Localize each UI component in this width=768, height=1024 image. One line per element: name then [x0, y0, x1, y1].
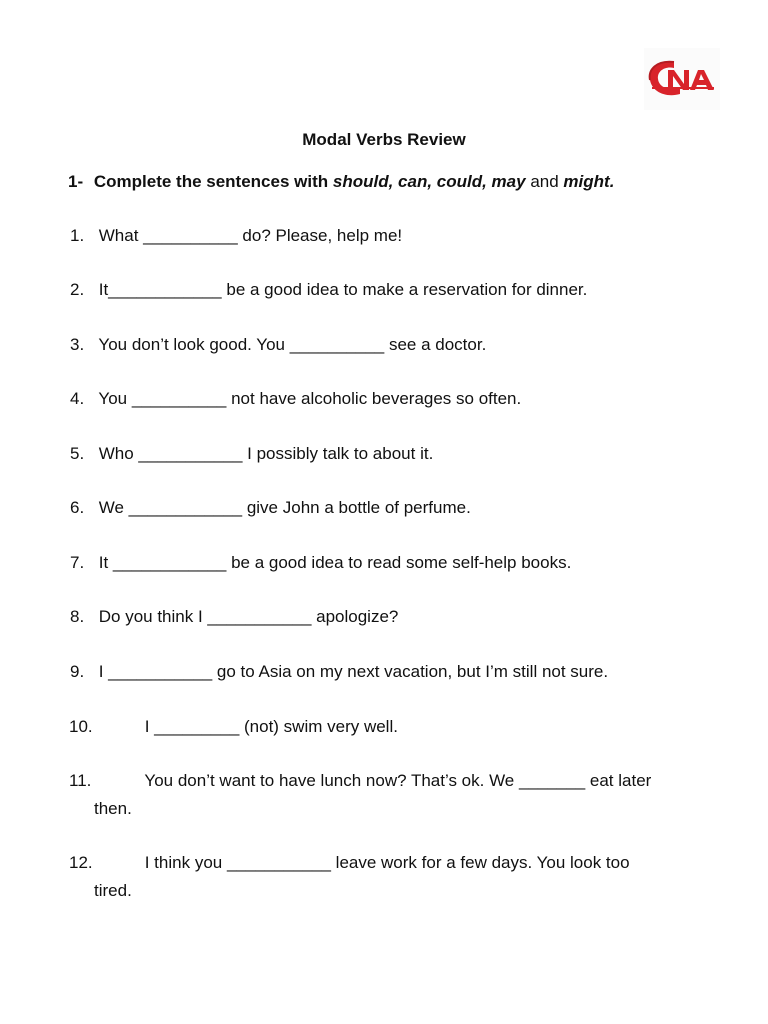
question-11 [69, 767, 651, 823]
instruction-last: might. [563, 172, 615, 191]
question-number: 9. [70, 662, 85, 681]
question-number: 12. [69, 853, 93, 872]
question-text: What __________ do? Please, help me! [98, 226, 403, 245]
question-number: 4. [70, 389, 85, 408]
question-1 [70, 222, 402, 250]
question-number: 5. [70, 444, 85, 463]
question-9 [70, 658, 608, 686]
question-text: I think you ___________ leave work for a few days. You look too [144, 853, 630, 872]
question-text: I _________ (not) swim very well. [144, 717, 398, 736]
question-number: 1. [70, 226, 85, 245]
question-continuation: tired. [94, 881, 132, 900]
instruction-prefix: Complete the sentences with [93, 172, 329, 191]
question-number: 8. [70, 607, 85, 626]
instruction-modals: should, can, could, may [332, 172, 526, 191]
question-number: 7. [70, 553, 85, 572]
question-10 [69, 713, 398, 741]
exercise-instruction [68, 172, 614, 192]
question-text: Do you think I ___________ apologize? [98, 607, 399, 626]
question-2 [70, 276, 587, 304]
question-number: 10. [69, 717, 93, 736]
question-continuation: then. [94, 799, 132, 818]
question-number: 3. [70, 335, 85, 354]
cna-logo [644, 48, 720, 110]
question-3 [70, 331, 486, 359]
question-6 [70, 494, 471, 522]
question-12 [69, 849, 630, 905]
question-text: It____________ be a good idea to make a reservation for dinner. [98, 280, 588, 299]
question-5 [70, 440, 433, 468]
question-7 [70, 549, 571, 577]
cna-logo-icon [644, 48, 720, 110]
question-number: 2. [70, 280, 85, 299]
question-text: We ____________ give John a bottle of perfume. [98, 498, 471, 517]
question-text: It ____________ be a good idea to read some self-help books. [98, 553, 572, 572]
question-number: 11. [69, 771, 92, 790]
question-text: Who ___________ I possibly talk to about it. [98, 444, 434, 463]
question-text: You don’t look good. You __________ see a doctor. [98, 335, 487, 354]
question-text: I ___________ go to Asia on my next vacation, but I’m still not sure. [98, 662, 609, 681]
question-text: You don’t want to have lunch now? That’s ok. We _______ eat later [144, 771, 652, 790]
question-text: You __________ not have alcoholic beverages so often. [98, 389, 522, 408]
question-4 [70, 385, 521, 413]
question-number: 6. [70, 498, 85, 517]
question-8 [70, 603, 398, 631]
instruction-and: and [530, 172, 559, 191]
page-title: Modal Verbs Review [302, 130, 466, 149]
exercise-number: 1- [68, 172, 84, 191]
